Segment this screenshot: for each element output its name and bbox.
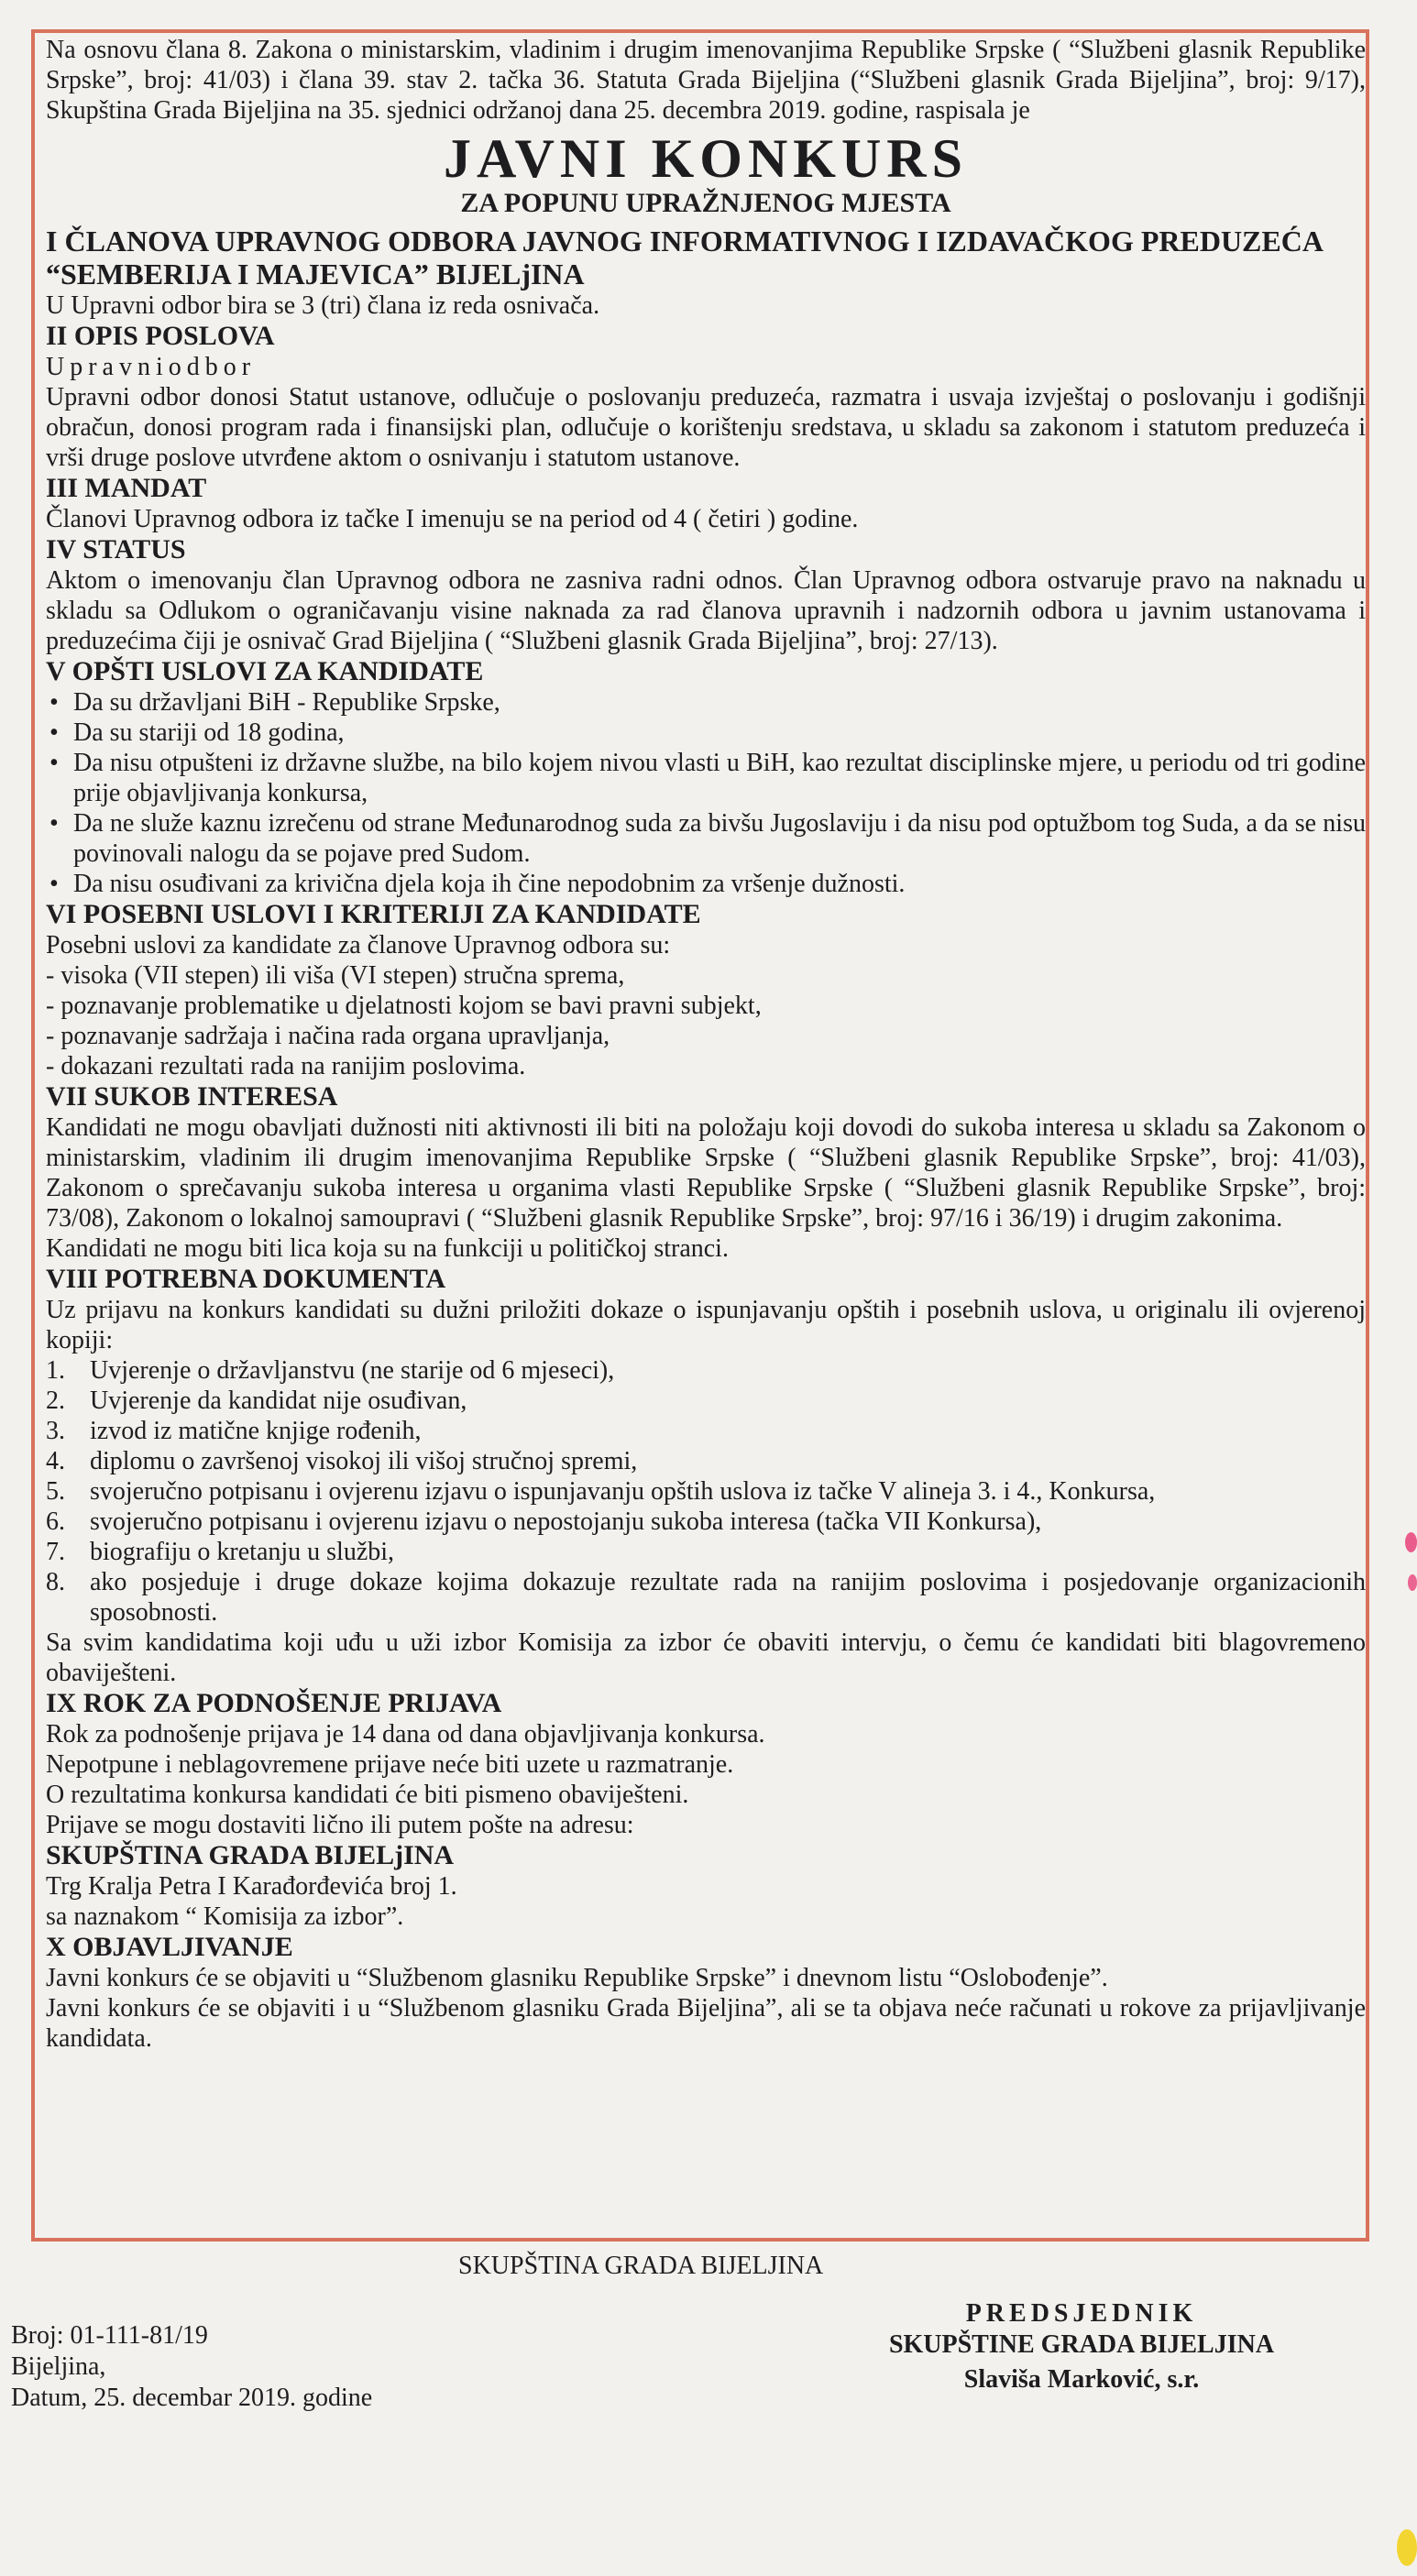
list-item: • Da su državljani BiH - Republike Srpske, [46,687,1366,718]
footer-institution: SKUPŠTINA GRADA BIJELJINA [458,2252,824,2280]
list-number: 1. [46,1356,65,1385]
section-8-intro: Uz prijavu na konkurs kandidati su dužni priložiti dokaze o ispunjavanju opštih i posebnih uslova, u originalu ili ovjerenoj kopiji: [46,1296,1366,1354]
list-item: - poznavanje problematike u djelatnosti kojom se bavi pravni subjekt, [46,992,762,1020]
section-7-text-1: Kandidati ne mogu obavljati dužnosti niti aktivnosti ili biti na položaju koji dovodi do sukoba interesa u skladu sa Zakonom o ministarskim, vladinim ili drugim imenovanjima Republike Srpske ( “Službeni glasnik Republike Srpske”, broj: 41/03), Zakonom o sprečavanju sukoba interesa u organima vlasti Republike Srpske ( “Službeni glasnik Republike Srpske”, broj: 73/08), Zakonom o lokalnoj samoupravi ( “Službeni glasnik Republike Srpske”, broj: 97/16 i 36/19) i drugim zakonima. [46,1113,1366,1233]
pink-speck [1408,1574,1417,1591]
section-8-heading: VIII POTREBNA DOKUMENTA [46,1264,446,1294]
list-number: 6. [46,1507,65,1536]
section-3-text: Članovi Upravnog odbora iz tačke I imenuju se na period od 4 ( četiri ) godine. [46,505,859,533]
notice-subtitle: ZA POPUNU UPRAŽNJENOG MJESTA [460,188,951,218]
section-6-heading: VI POSEBNI USLOVI I KRITERIJI ZA KANDIDATE [46,899,701,929]
section-3-heading: III MANDAT [46,473,207,503]
signer-role: PREDSJEDNIK [965,2299,1198,2328]
list-item [46,1416,1366,1446]
list-item: - visoka (VII stepen) ili viša (VI stepen) stručna sprema, [46,961,625,990]
list-text: Uvjerenje o državljanstvu (ne starije od 6 mjeseci), [90,1356,615,1385]
section-10-text-1: Javni konkurs će se objaviti u “Službenom glasniku Republike Srpske” i dnevnom listu “Oslobođenje”. [46,1964,1108,1992]
reference-number: Broj: 01-111-81/19 [11,2321,208,2350]
list-item [46,1567,1366,1628]
required-documents-list [46,1355,1366,1628]
reference-place: Bijeljina, [11,2352,106,2381]
section-10-heading: X OBJAVLJIVANJE [46,1932,293,1962]
list-item [46,1507,1366,1537]
list-item [46,1355,1366,1386]
section-4-heading: IV STATUS [46,534,186,565]
reference-date: Datum, 25. decembar 2019. godine [11,2384,373,2412]
list-item [46,1476,1366,1507]
pink-speck [1405,1532,1417,1552]
list-number: 2. [46,1387,65,1415]
section-2-heading: II OPIS POSLOVA [46,321,275,351]
list-text: izvod iz matične knjige rođenih, [90,1417,422,1445]
list-item: - poznavanje sadržaja i načina rada organa upravljanja, [46,1022,610,1050]
section-9-line: O rezultatima konkursa kandidati će biti pismeno obaviješteni. [46,1781,689,1809]
section-6-intro: Posebni uslovi za kandidate za članove Upravnog odbora su: [46,931,671,959]
address-line: Trg Kralja Petra I Karađorđevića broj 1. [46,1872,457,1901]
section-7-heading: VII SUKOB INTERESA [46,1081,338,1112]
section-10-text-2: Javni konkurs će se objaviti i u “Službenom glasniku Grada Bijeljina”, ali se ta objava neće računati u rokove za prijavljivanje kandidata. [46,1994,1366,2053]
list-item [46,1446,1366,1476]
list-number: 4. [46,1447,65,1475]
intro-paragraph: Na osnovu člana 8. Zakona o ministarskim, vladinim i drugim imenovanjima Republike Srpske ( “Službeni glasnik Republike Srpske”, broj: 41/03) i člana 39. stav 2. tačka 36. Statuta Grada Bijeljina (“Službeni glasnik Grada Bijeljina”, broj: 9/17), Skupština Grada Bijeljina na 35. sjednici održanoj dana 25. decembra 2019. godine, raspisala je [46,36,1366,125]
list-text: Uvjerenje da kandidat nije osuđivan, [90,1387,467,1415]
list-number: 3. [46,1417,65,1445]
signer-name: Slaviša Marković, s.r. [963,2365,1200,2394]
section-8-outro: Sa svim kandidatima koji uđu u uži izbor Komisija za izbor će obaviti intervju, o čemu će kandidati biti blagovremeno obaviješteni. [46,1628,1366,1687]
list-number: 7. [46,1538,65,1566]
list-number: 5. [46,1477,65,1506]
section-9-line: Prijave se mogu dostaviti lično ili putem pošte na adresu: [46,1811,634,1839]
list-text: biografiju o kretanju u službi, [90,1538,395,1566]
section-9-line: Rok za podnošenje prijava je 14 dana od dana objavljivanja konkursa. [46,1720,765,1748]
list-text: ako posjeduje i druge dokaze kojima dokazuje rezultate rada na ranijim poslovima i posjedovanje organizacionih sposobnosti. [90,1568,1366,1627]
yellow-speck [1397,2529,1417,2566]
section-7-text-2: Kandidati ne mogu biti lica koja su na funkciji u političkoj stranci. [46,1234,729,1263]
list-text: svojeručno potpisanu i ovjerenu izjavu o nepostojanju sukoba interesa (tačka VII Konkursa), [90,1507,1042,1536]
section-1-text: U Upravni odbor bira se 3 (tri) člana iz reda osnivača. [46,291,600,320]
special-conditions-list [46,960,1366,1081]
section-4-text: Aktom o imenovanju član Upravnog odbora ne zasniva radni odnos. Član Upravnog odbora ostvaruje pravo na naknadu u skladu sa Odlukom o ograničavanju visine naknada za rad članova upravnih i nadzornih odbora u javnim ustanovama i preduzećima čiji je osnivač Grad Bijeljina ( “Službeni glasnik Grada Bijeljina”, broj: 27/13). [46,566,1366,655]
list-item [46,1386,1366,1416]
notice-title: JAVNI KONKURS [444,128,968,189]
section-2-subheading: Upravniodbor [46,353,257,381]
section-1-heading: I ČLANOVA UPRAVNOG ODBORA JAVNOG INFORMATIVNOG I IZDAVAČKOG PREDUZEĆA “SEMBERIJA I MAJEVICA” BIJELjINA [46,225,1323,290]
list-item [46,1537,1366,1567]
footer-reference [11,2320,372,2414]
document-footer [0,2243,1417,2546]
list-item: • Da nisu osuđivani za krivična djela koja ih čine nepodobnim za vršenje dužnosti. [46,869,1366,899]
section-2-text: Upravni odbor donosi Statut ustanove, odlučuje o poslovanju preduzeća, razmatra i usvaja izvještaj o poslovanju i godišnji obračun, donosi program rada i finansijski plan, odlučuje o korištenju sredstava, u skladu sa zakonom i statutom preduzeća i vrši druge poslove utvrđene aktom o osnivanju i statutom ustanove. [46,383,1366,472]
signature-block [825,2298,1338,2395]
notice-content [46,35,1366,2054]
section-9-line: Nepotpune i neblagovremene prijave neće biti uzete u razmatranje. [46,1750,734,1779]
list-number: 8. [46,1568,65,1596]
list-item: • Da su stariji od 18 godina, [46,718,1366,748]
list-item: • Da nisu otpušteni iz državne službe, na bilo kojem nivou vlasti u BiH, kao rezultat disciplinske mjere, u periodu od tri godine prije objavljivanja konkursa, [46,748,1366,808]
list-item: • Da ne služe kaznu izrečenu od strane Međunarodnog suda za bivšu Jugoslaviju i da nisu pod optužbom tog Suda, a da se nisu povinovali nalogu da se pojave pred Sudom. [46,808,1366,869]
list-item: - dokazani rezultati rada na ranijim poslovima. [46,1052,526,1080]
section-9-heading: IX ROK ZA PODNOŠENJE PRIJAVA [46,1688,502,1718]
section-5-heading: V OPŠTI USLOVI ZA KANDIDATE [46,656,484,686]
list-text: diplomu o završenoj visokoj ili višoj stručnoj spremi, [90,1447,638,1475]
address-name: SKUPŠTINA GRADA BIJELjINA [46,1840,455,1870]
general-conditions-list [46,687,1366,899]
list-text: svojeručno potpisanu i ovjerenu izjavu o ispunjavanju opštih uslova iz tačke V alineja 3. i 4., Konkursa, [90,1477,1156,1506]
signer-institution: SKUPŠTINE GRADA BIJELJINA [888,2330,1275,2359]
address-line: sa naznakom “ Komisija za izbor”. [46,1902,404,1931]
